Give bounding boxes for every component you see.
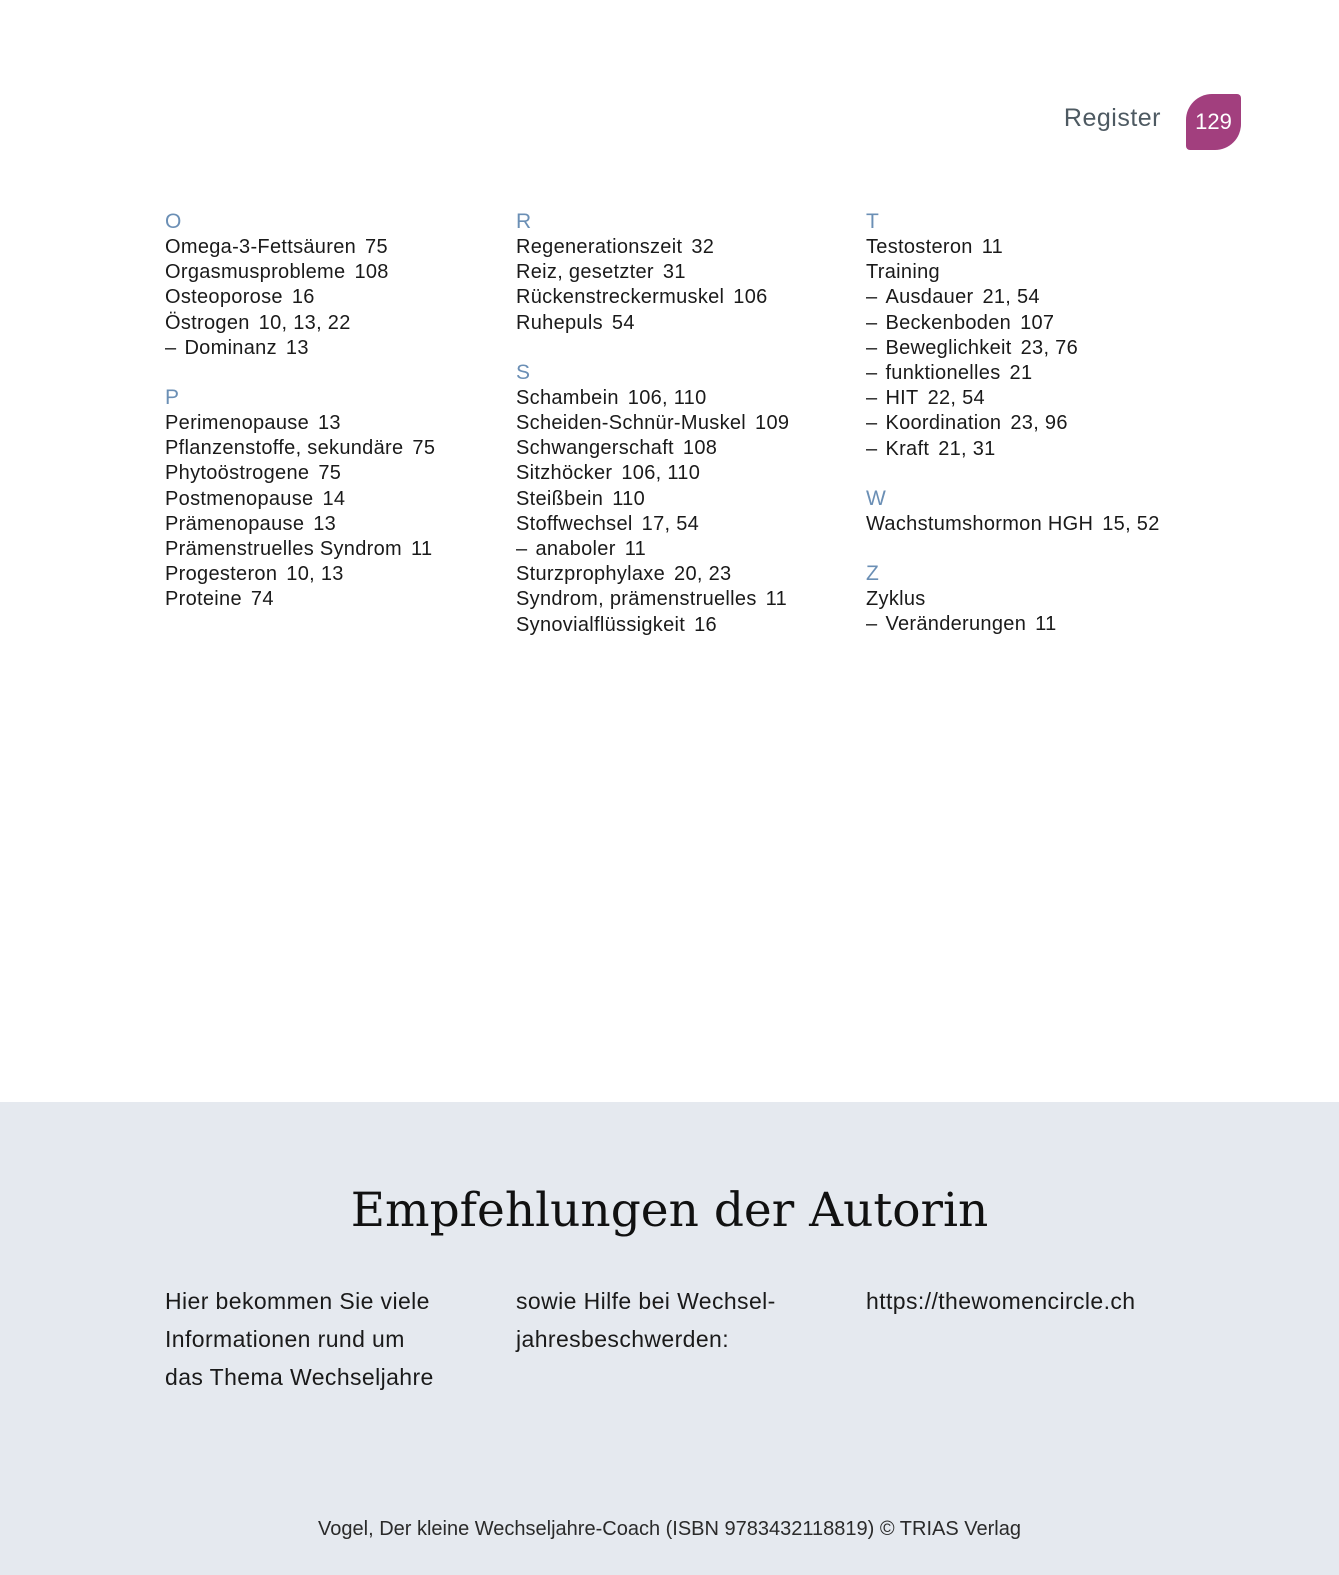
index-pages: 75 [365, 236, 388, 258]
index-term: Training [866, 261, 940, 284]
index-entry [516, 285, 836, 310]
text-line: sowie Hilfe bei Wechsel- [516, 1288, 776, 1314]
index-pages: 75 [318, 462, 342, 485]
index-pages: 10, 13 [286, 563, 344, 586]
index-pages: 23, 76 [1020, 336, 1079, 359]
index-entry [516, 562, 836, 587]
index-entry [516, 537, 836, 562]
index-letter: W [866, 486, 887, 510]
index-entry [516, 260, 836, 285]
index-term: Scheiden-Schnür-Muskel [516, 412, 747, 435]
sub-entry-dash: – [866, 311, 878, 334]
index-entry [165, 285, 485, 310]
index-pages: 21, 31 [938, 437, 996, 460]
index-term: Syndrom, prämenstruelles [516, 588, 757, 611]
index-term: anaboler [535, 538, 616, 561]
index-term: Koordination [885, 412, 1002, 435]
sub-entry-dash: – [866, 412, 878, 435]
index-entry [866, 411, 1186, 436]
index-pages: 22, 54 [927, 387, 985, 410]
index-entry [165, 487, 485, 512]
index-letter: Z [866, 562, 880, 586]
index-group [516, 359, 836, 638]
index-term: Testosteron [866, 236, 973, 258]
index-pages: 31 [662, 261, 686, 284]
index-entry [516, 311, 836, 336]
sub-entry-dash: – [165, 336, 177, 359]
recommendations-text-1 [165, 1282, 434, 1396]
index-term: Omega-3-Fettsäuren [165, 236, 357, 258]
index-term: Proteine [165, 588, 242, 611]
index-pages: 108 [682, 437, 718, 460]
index-entry [866, 311, 1186, 336]
index-letter: T [866, 210, 880, 233]
sub-entry-dash: – [866, 437, 878, 460]
index-entry [516, 411, 836, 436]
index-term: Osteoporose [165, 286, 283, 309]
index-term: Östrogen [165, 311, 250, 334]
index-pages: 21, 54 [982, 286, 1040, 309]
index-pages: 14 [322, 487, 346, 510]
index-pages: 13 [313, 512, 337, 535]
index-entry [516, 512, 836, 537]
index-entry [866, 386, 1186, 411]
index-term: Perimenopause [165, 412, 309, 435]
running-header-section: Register [1063, 104, 1161, 132]
index-pages: 11 [981, 236, 1004, 258]
recommendations-title: Empfehlungen der Autorin [350, 1183, 989, 1238]
index-pages: 13 [318, 412, 341, 435]
index-letter: R [516, 210, 532, 233]
index-pages: 74 [250, 588, 274, 611]
sub-entry-dash: – [866, 387, 878, 410]
index-term: Prämenopause [165, 512, 305, 535]
index-column-1 [165, 208, 485, 636]
text-line: jahresbeschwerden: [516, 1326, 730, 1352]
index-group [516, 208, 836, 336]
index-term: Schwangerschaft [516, 437, 674, 460]
text-line: das Thema Wechseljahre [165, 1364, 434, 1390]
recommendations-text-2 [516, 1282, 776, 1358]
index-pages: 10, 13, 22 [258, 311, 351, 334]
index-entry [165, 235, 485, 260]
index-pages: 109 [755, 412, 790, 435]
index-entry [866, 512, 1186, 537]
index-entry [165, 587, 485, 612]
index-column-3 [866, 208, 1186, 660]
index-term: Schambein [516, 386, 619, 409]
index-term: Reiz, gesetzter [516, 261, 654, 284]
index-group [165, 208, 485, 361]
index-term: Ruhepuls [516, 311, 603, 334]
index-entry [516, 235, 836, 260]
index-entry [866, 361, 1186, 386]
index-pages: 108 [354, 261, 389, 284]
index-letter: S [516, 360, 531, 384]
index-term: Prämenstruelles Syndrom [165, 538, 402, 561]
index-term: Sturzprophylaxe [516, 563, 666, 586]
index-pages: 11 [765, 588, 788, 611]
sub-entry-dash: – [866, 286, 878, 309]
index-pages: 32 [691, 236, 715, 258]
index-term: Kraft [885, 437, 930, 460]
index-entry [866, 437, 1186, 462]
sub-entry-dash: – [866, 362, 878, 385]
index-entry [165, 436, 485, 461]
index-entry [866, 587, 1186, 612]
index-pages: 23, 96 [1010, 412, 1068, 435]
index-pages: 107 [1020, 311, 1055, 334]
index-term: Phytoöstrogene [165, 462, 310, 485]
sub-entry-dash: – [516, 538, 528, 561]
index-pages: 106, 110 [621, 462, 701, 485]
index-term: Beweglichkeit [885, 336, 1012, 359]
index-pages: 21 [1009, 362, 1033, 385]
index-entry [866, 612, 1186, 637]
index-term: Synovialflüssigkeit [516, 613, 686, 636]
index-group [866, 485, 1186, 537]
index-entry [165, 512, 485, 537]
index-column-2 [516, 208, 836, 661]
index-pages: 16 [694, 613, 717, 636]
index-entry [516, 587, 836, 612]
index-entry [866, 260, 1186, 285]
text-line: Informationen rund um [165, 1326, 405, 1352]
sub-entry-dash: – [866, 336, 878, 359]
index-term: Regenerationszeit [516, 236, 683, 258]
index-pages: 110 [612, 487, 645, 510]
index-entry [516, 461, 836, 486]
index-term: Zyklus [866, 588, 926, 611]
index-term: funktionelles [885, 362, 1001, 385]
index-term: Pflanzenstoffe, sekundäre [165, 437, 404, 460]
index-entry [165, 411, 485, 436]
index-term: Orgasmusprobleme [165, 261, 346, 284]
index-group [866, 208, 1186, 462]
index-entry [516, 487, 836, 512]
index-pages: 16 [291, 286, 315, 309]
index-entry [165, 537, 485, 562]
index-entry [165, 461, 485, 486]
index-pages: 13 [285, 336, 309, 359]
index-pages: 15, 52 [1102, 512, 1160, 535]
index-term: Postmenopause [165, 487, 314, 510]
index-entry [866, 285, 1186, 310]
index-pages: 106 [733, 286, 768, 309]
index-term: Sitzhöcker [516, 462, 613, 485]
index-entry [516, 436, 836, 461]
index-term: Wachstumshormon HGH [866, 512, 1094, 535]
index-letter: O [165, 210, 182, 233]
index-term: Veränderungen [885, 613, 1027, 636]
index-pages: 11 [1035, 613, 1057, 636]
index-entry [516, 386, 836, 411]
index-term: Beckenboden [885, 311, 1012, 334]
recommendations-link[interactable] [866, 1282, 1136, 1320]
index-entry [165, 562, 485, 587]
index-entry [165, 311, 485, 336]
index-term: Steißbein [516, 487, 604, 510]
index-pages: 75 [412, 437, 436, 460]
sub-entry-dash: – [866, 613, 878, 636]
copyright-footer: Vogel, Der kleine Wechseljahre-Coach (ISBN 9783432118819) © TRIAS Verlag [318, 1518, 1021, 1540]
index-term: Stoffwechsel [516, 512, 633, 535]
index-letter: P [165, 386, 180, 410]
index-pages: 11 [411, 538, 433, 561]
index-pages: 54 [611, 311, 635, 334]
index-pages: 106, 110 [627, 386, 707, 409]
page-number-badge: 129 [1186, 94, 1241, 150]
index-term: Dominanz [184, 336, 277, 359]
index-entry [165, 260, 485, 285]
index-entry [516, 613, 836, 638]
index-entry [866, 235, 1186, 260]
index-pages: 11 [624, 538, 647, 561]
index-group [165, 384, 485, 613]
index-pages: 17, 54 [641, 512, 700, 535]
index-term: Progesteron [165, 563, 278, 586]
index-entry [165, 336, 485, 361]
index-term: Ausdauer [885, 286, 974, 309]
index-term: HIT [885, 387, 919, 410]
index-term: Rückenstreckermuskel [516, 286, 725, 309]
link-text[interactable]: https://thewomencircle.ch [866, 1288, 1136, 1314]
index-group [866, 560, 1186, 637]
text-line: Hier bekommen Sie viele [165, 1288, 430, 1314]
index-entry [866, 336, 1186, 361]
index-pages: 20, 23 [674, 563, 732, 586]
